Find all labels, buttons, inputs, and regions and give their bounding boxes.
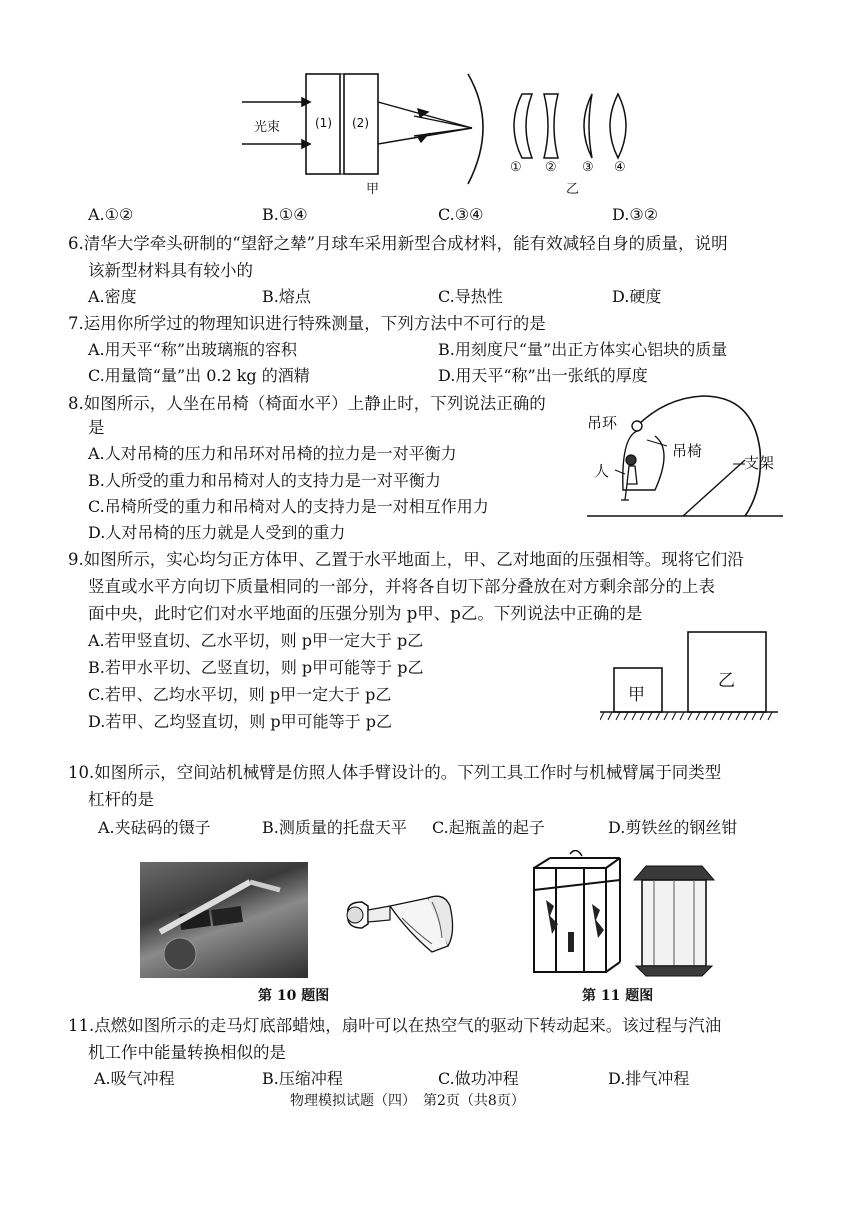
lens-number-2: ②	[545, 160, 557, 175]
q6-stem-line2: 该新型材料具有较小的	[88, 261, 253, 280]
q5-option-d[interactable]: D.③②	[612, 205, 659, 224]
q7-option-c[interactable]: C.用量筒“量”出 0.2 kg 的酒精	[88, 366, 310, 385]
q11-option-d[interactable]: D.排气冲程	[608, 1069, 690, 1088]
lantern-photo	[634, 866, 714, 976]
lens-number-1: ①	[510, 160, 522, 175]
converging-rays	[378, 102, 472, 144]
q7-option-a[interactable]: A.用天平“称”出玻璃瓶的容积	[88, 340, 298, 359]
q9-stem-line2: 竖直或水平方向切下质量相同的一部分，并将各自切下部分叠放在对方剩余部分的上表	[88, 577, 715, 596]
fig-jia-label: 甲	[366, 182, 380, 197]
q9-option-b[interactable]: B.若甲水平切、乙竖直切，则 p甲可能等于 p乙	[88, 658, 424, 677]
q9-option-a[interactable]: A.若甲竖直切、乙水平切，则 p甲一定大于 p乙	[88, 631, 424, 650]
chair-stand-label: 支架	[744, 454, 775, 472]
q10-stem-line2: 杠杆的是	[88, 790, 154, 809]
q6-option-b[interactable]: B.熔点	[262, 287, 311, 306]
q9-option-c[interactable]: C.若甲、乙均水平切，则 p甲一定大于 p乙	[88, 685, 392, 704]
chair-ring-label: 吊环	[587, 414, 618, 432]
q11-stem-line2: 机工作中能量转换相似的是	[88, 1043, 286, 1062]
q10-option-b[interactable]: B.测质量的托盘天平	[262, 818, 407, 837]
box-1-label: (1)	[315, 116, 332, 130]
space-arm-photo	[140, 862, 308, 978]
q8-option-c[interactable]: C.吊椅所受的重力和吊椅对人的支持力是一对相互作用力	[88, 497, 489, 516]
lens-number-3: ③	[582, 160, 594, 175]
revolving-lantern-figure	[520, 850, 720, 980]
q11-option-c[interactable]: C.做功冲程	[438, 1069, 519, 1088]
q10-option-d[interactable]: D.剪铁丝的钢丝钳	[608, 818, 738, 837]
chair-person-label: 人	[594, 462, 610, 480]
q6-option-c[interactable]: C.导热性	[438, 287, 503, 306]
q7-stem: 7.运用你所学过的物理知识进行特殊测量，下列方法中不可行的是	[68, 314, 546, 333]
q10-option-c[interactable]: C.起瓶盖的起子	[432, 818, 545, 837]
q6-option-d[interactable]: D.硬度	[612, 287, 662, 306]
q5-option-b[interactable]: B.①④	[262, 205, 308, 224]
q9-option-d[interactable]: D.若甲、乙均竖直切，则 p甲可能等于 p乙	[88, 712, 393, 731]
q9-stem-line3: 面中央，此时它们对水平地面的压强分别为 p甲、p乙。下列说法中正确的是	[88, 604, 643, 623]
q11-figure-caption: 第 11 题图	[582, 988, 654, 1004]
human-arm-figure	[328, 872, 478, 972]
fig-yi-label: 乙	[566, 182, 580, 197]
cube-jia-label: 甲	[628, 685, 645, 705]
optics-figure	[240, 68, 670, 198]
cube-yi-label: 乙	[718, 671, 735, 691]
q10-figure-caption: 第 10 题图	[258, 988, 330, 1004]
q10-option-a[interactable]: A.夹砝码的镊子	[98, 818, 211, 837]
q7-option-d[interactable]: D.用天平“称”出一张纸的厚度	[438, 366, 648, 385]
page-footer: 物理模拟试题（四） 第2页（共8页）	[290, 1093, 525, 1109]
q8-stem-line1: 8.如图所示，人坐在吊椅（椅面水平）上静止时，下列说法正确的	[68, 394, 546, 413]
q5-option-c[interactable]: C.③④	[438, 205, 484, 224]
q8-option-b[interactable]: B.人所受的重力和吊椅对人的支持力是一对平衡力	[88, 471, 441, 490]
cubes-figure	[600, 628, 780, 724]
q10-stem-line1: 10.如图所示，空间站机械臂是仿照人体手臂设计的。下列工具工作时与机械臂属于同类型	[68, 763, 722, 782]
q6-stem-line1: 6.清华大学牵头研制的“望舒之辇”月球车采用新型合成材料，能有效减轻自身的质量，说明	[68, 234, 728, 253]
q8-option-a[interactable]: A.人对吊椅的压力和吊环对吊椅的拉力是一对平衡力	[88, 444, 457, 463]
q11-stem-line1: 11.点燃如图所示的走马灯底部蜡烛，扇叶可以在热空气的驱动下转动起来。该过程与汽油	[68, 1016, 722, 1035]
light-beam-label: 光束	[254, 120, 281, 135]
q5-option-a[interactable]: A.①②	[88, 205, 134, 224]
ring-icon	[632, 421, 642, 431]
q8-stem-line2: 是	[88, 418, 105, 437]
q8-option-d[interactable]: D.人对吊椅的压力就是人受到的重力	[88, 523, 346, 542]
chair-label: 吊椅	[672, 442, 703, 460]
q6-option-a[interactable]: A.密度	[88, 287, 137, 306]
lens-number-4: ④	[614, 160, 626, 175]
q11-option-a[interactable]: A.吸气冲程	[94, 1069, 175, 1088]
q7-option-b[interactable]: B.用刻度尺“量”出正方体实心铝块的质量	[438, 340, 728, 359]
box-2-label: (2)	[352, 116, 369, 130]
lens-shapes	[514, 94, 626, 158]
q9-stem-line1: 9.如图所示，实心均匀正方体甲、乙置于水平地面上，甲、乙对地面的压强相等。现将它们沿	[68, 550, 744, 569]
q11-option-b[interactable]: B.压缩冲程	[262, 1069, 343, 1088]
